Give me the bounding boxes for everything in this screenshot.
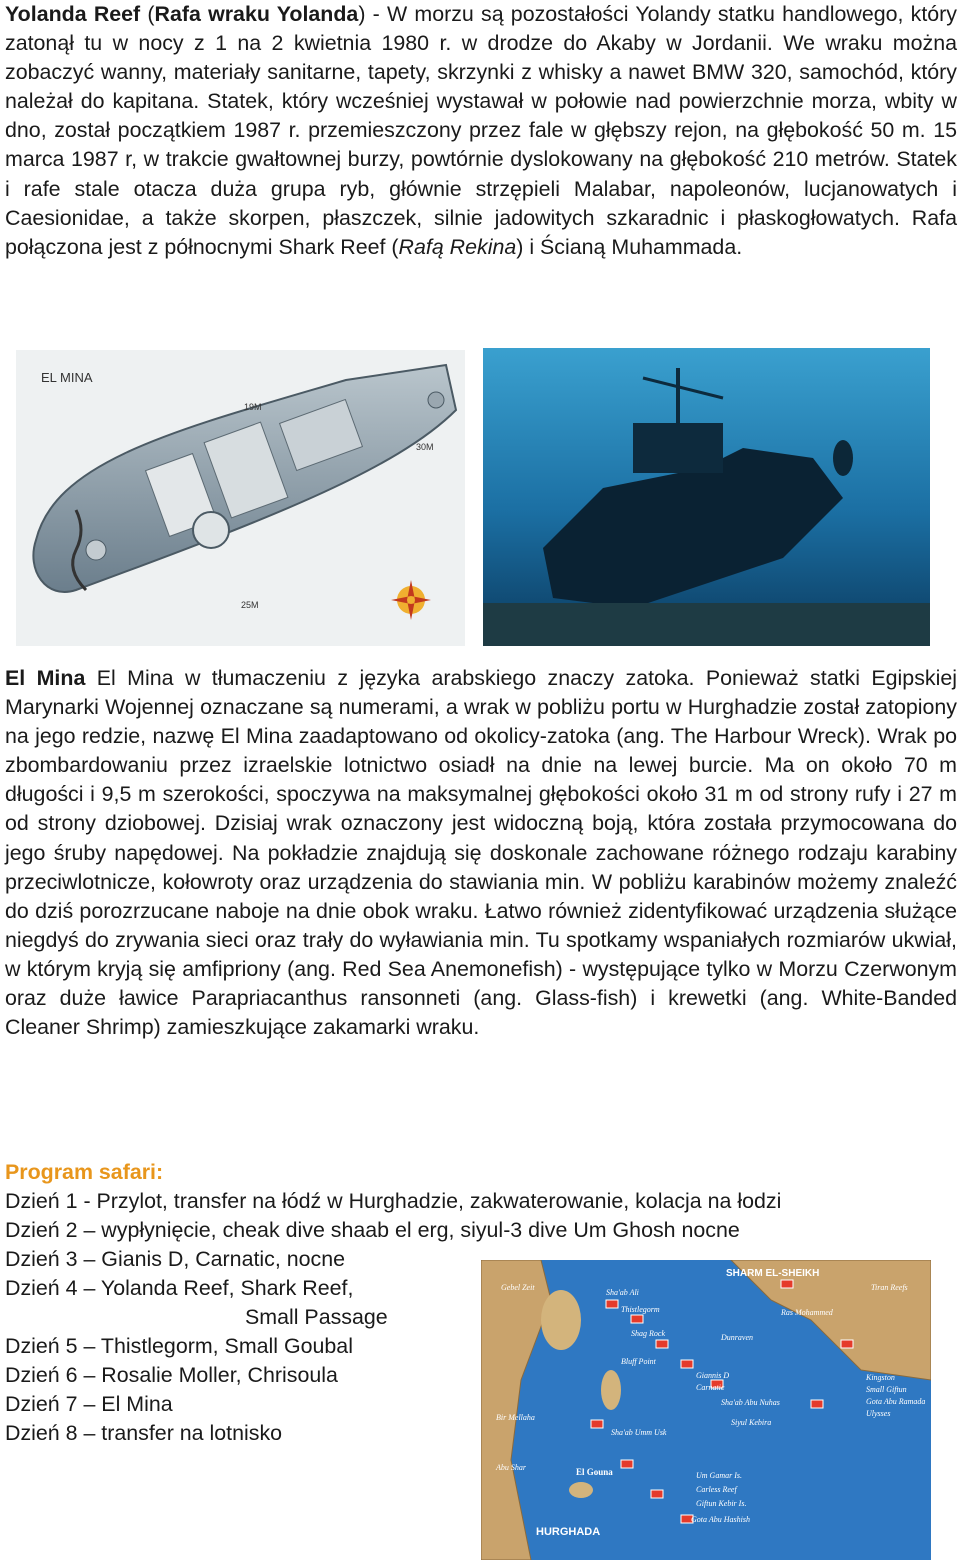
depth-mark: 19M	[244, 402, 262, 412]
underwater-wreck-image	[483, 348, 930, 646]
depth-mark: 30M	[416, 442, 434, 452]
depth-mark: 25M	[241, 600, 259, 610]
map-label: Thistlegorm	[621, 1305, 660, 1314]
yolanda-title-alt: Rafa wraku Yolanda	[154, 2, 359, 26]
text-span: ) i Ścianą Muhammada.	[516, 234, 743, 259]
illustration-label: EL MINA	[41, 370, 93, 385]
map-label: Bluff Point	[621, 1357, 656, 1366]
yolanda-paragraph	[5, 0, 957, 262]
map-label: Small Giftun	[866, 1385, 907, 1394]
map-label: Carless Reef	[696, 1485, 737, 1494]
program-day: Dzień 1 - Przylot, transfer na łódź w Hurghadzie, zakwaterowanie, kolacja na łodzi	[5, 1189, 782, 1213]
map-label: Abu Shar	[496, 1463, 526, 1472]
program-day: Dzień 5 – Thistlegorm, Small Goubal	[5, 1334, 353, 1358]
map-label: Ras Mohammed	[781, 1308, 833, 1317]
program-day: Dzień 3 – Gianis D, Carnatic, nocne	[5, 1247, 346, 1271]
map-label: Ulysses	[866, 1409, 891, 1418]
text-span: (	[140, 2, 155, 26]
map-label: Carnatic	[696, 1383, 725, 1392]
program-day-continuation: Small Passage	[245, 1305, 388, 1329]
el-mina-paragraph	[5, 664, 957, 1042]
el-mina-title: El Mina	[5, 666, 86, 690]
map-label: Gota Abu Ramada	[866, 1397, 926, 1406]
yolanda-title: Yolanda Reef	[5, 2, 141, 26]
map-label: Dunraven	[721, 1333, 753, 1342]
map-label: HURGHADA	[536, 1526, 601, 1538]
dive-sites-map	[481, 1260, 931, 1560]
program-day: Dzień 8 – transfer na lotnisko	[5, 1421, 283, 1445]
map-label: El Gouna	[576, 1467, 613, 1477]
map-label: SHARM EL-SHEIKH	[726, 1268, 820, 1279]
program-title: Program safari:	[5, 1160, 164, 1184]
red-sea-map	[481, 1260, 931, 1560]
program-day: Dzień 6 – Rosalie Moller, Chrisoula	[5, 1363, 338, 1387]
map-label: Tiran Reefs	[871, 1283, 908, 1292]
map-label: Giannis D	[696, 1371, 730, 1380]
map-label: Um Gamar Is.	[696, 1471, 742, 1480]
map-label: Sha'ab Umm Usk	[611, 1428, 667, 1437]
map-label: Gebel Zeit	[501, 1283, 535, 1292]
shark-reef-pl: Rafą Rekina	[398, 234, 517, 259]
map-label: Kingston	[866, 1373, 895, 1382]
yolanda-body: ) - W morzu są pozostałości Yolandy statku handlowego, który zatonął tu w nocy z 1 na 2 kwietnia 1980 r. w drodze do Akaby w Jordanii. We wraku można zobaczyć wanny, materiały sanitarne, tapety, skrzynki z whisky a nawet BMW 320, samochód, który należał do kapitana. Statek, który wcześniej wystawał w połowie nad powierzchnie morza, wbity w dno, został początkiem 1987 r. przemieszczony przez fale w głębszy rejon, na głębokość 50 m. 15 marca 1987 r, w trakcie gwałtownej burzy, powtórnie dyslokowany na głębokość 210 metrów. Statek i rafe stale otacza duża grupa ryb, głównie strzępieli Malabar, napoleonów, lucjanowatych i Caesionidae, a także skorpen, płaszczek, silnie jadowitych szkaradnic i płaskogłowatych. Rafa połączona jest z północnymi Shark Reef (	[5, 2, 958, 259]
el-mina-illustration	[16, 350, 465, 646]
program-day: Dzień 4 – Yolanda Reef, Shark Reef,	[5, 1276, 354, 1300]
program-day: Dzień 2 – wypłynięcie, cheak dive shaab el erg, siyul-3 dive Um Ghosh nocne	[5, 1218, 740, 1242]
map-label: Gota Abu Hashish	[691, 1515, 750, 1524]
wreck-diagram	[16, 350, 465, 646]
map-label: Sha'ab Abu Nuhas	[721, 1398, 780, 1407]
program-day: Dzień 7 – El Mina	[5, 1392, 173, 1416]
wreck-photo	[483, 348, 930, 646]
map-label: Giftun Kebir Is.	[696, 1499, 747, 1508]
map-label: Shag Rock	[631, 1329, 665, 1338]
el-mina-body: El Mina w tłumaczeniu z języka arabskiego znaczy zatoka. Ponieważ statki Egipskiej Marynarki Wojennej oznaczane są numerami, a wrak w pobliżu portu w Hurghadzie został zatopiony na jego redzie, nazwę El Mina zaadaptowano od okolicy-zatoka (ang. The Harbour Wreck). Wrak po zbombardowaniu przez izraelskie lotnictwo osiadł na dnie na lewej burcie. Ma on około 70 m długości i 9,5 m szerokości, spoczywa na maksymalnej głębokości około 31 m od strony rufy i 27 m od strony dziobowej. Dzisiaj wrak oznaczony jest widoczną boją, która została przymocowana do jego śruby napędowej. Na pokładzie znajdują się doskonale zachowane różnego rodzaju karabiny przeciwlotnicze, kołowroty oraz urządzenia do stawiania min. W pobliżu karabinów możemy znaleźć do dziś porozrzucane naboje na dnie obok wraku. Łatwo również zidentyfikować urządzenia służące niegdyś do zrywania sieci oraz trały do wyławiania min. Tu spotkamy wspaniałych rozmiarów ukwiał, w którym kryją się amfipriony (ang. Red Sea Anemonefish) - występujące tylko w Morzu Czerwonym oraz duże ławice Parapriacanthus ransonneti (ang. Glass-fish) i krewetki (ang. White-Banded Cleaner Shrimp) zamieszkujące zakamarki wraku.	[5, 666, 957, 1040]
map-label: Siyul Kebira	[731, 1418, 772, 1427]
map-label: Bir Mellaha	[496, 1413, 535, 1422]
map-label: Sha'ab Ali	[606, 1288, 639, 1297]
